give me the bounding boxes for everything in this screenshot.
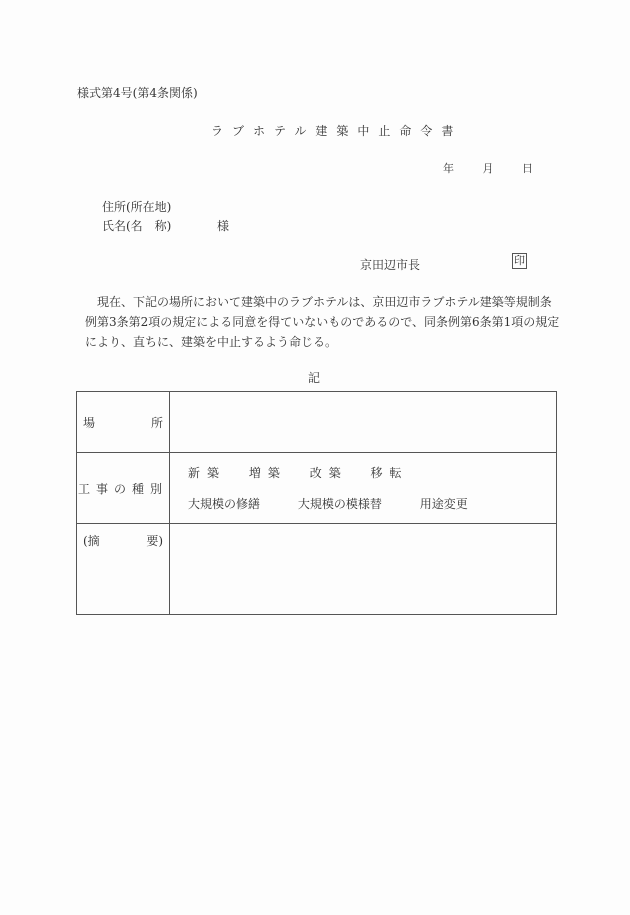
summary-label-right: 要) [146,534,163,548]
order-body-line: 現在、下記の場所において建築中のラブホテルは、京田辺市ラブホテル建築等規制条 [85,295,552,309]
order-body-line: 例第3条第2項の規定による同意を得ていないものであるので、同条例第6条第1項の規定 [85,315,560,329]
date-month-label: 月 [482,162,494,175]
work-type-options-row2 [170,495,556,512]
work-type-option[interactable]: 増築 [248,466,287,480]
date-year-label: 年 [443,162,454,175]
recipient-address-label: 住所(所在地) [102,200,172,214]
table-row-summary [77,524,557,615]
issuer-name: 京田辺市長 [360,258,421,272]
date-line [443,160,533,176]
summary-label-left: (摘 [83,534,100,548]
work-type-option[interactable]: 移転 [370,466,409,480]
details-table [76,391,557,615]
work-type-option[interactable]: 新築 [188,466,227,480]
work-type-options-row1 [170,464,556,481]
table-row-location [77,392,557,453]
order-body [85,292,560,352]
recipient-name-label: 氏名(名 称) [102,219,172,233]
work-type-option[interactable]: 改築 [309,466,348,480]
summary-label-cell [77,524,170,615]
work-type-option[interactable]: 大規模の修繕 [188,497,261,511]
location-label-cell [77,392,170,453]
form-number: 様式第4号(第4条関係) [77,86,198,100]
work-type-label: 工事の種別 [77,453,170,524]
document-title: ラブホテル建築中止命令書 [211,124,463,138]
order-body-line: により、直ちに、建築を中止するよう命じる。 [85,335,338,349]
recipient-honorific: 様 [217,219,230,233]
seal-mark: 印 [514,254,525,267]
location-label-left: 場 [83,415,96,430]
work-type-option[interactable]: 用途変更 [419,497,468,511]
location-value-cell[interactable] [170,392,557,453]
work-type-option[interactable]: 大規模の模様替 [297,497,382,511]
location-label-right: 所 [150,415,163,430]
ki-heading: 記 [308,371,321,385]
table-row-work-type [77,453,557,524]
date-day-label: 日 [522,162,533,175]
summary-value-cell[interactable] [170,524,557,615]
work-type-options-cell [170,453,557,524]
